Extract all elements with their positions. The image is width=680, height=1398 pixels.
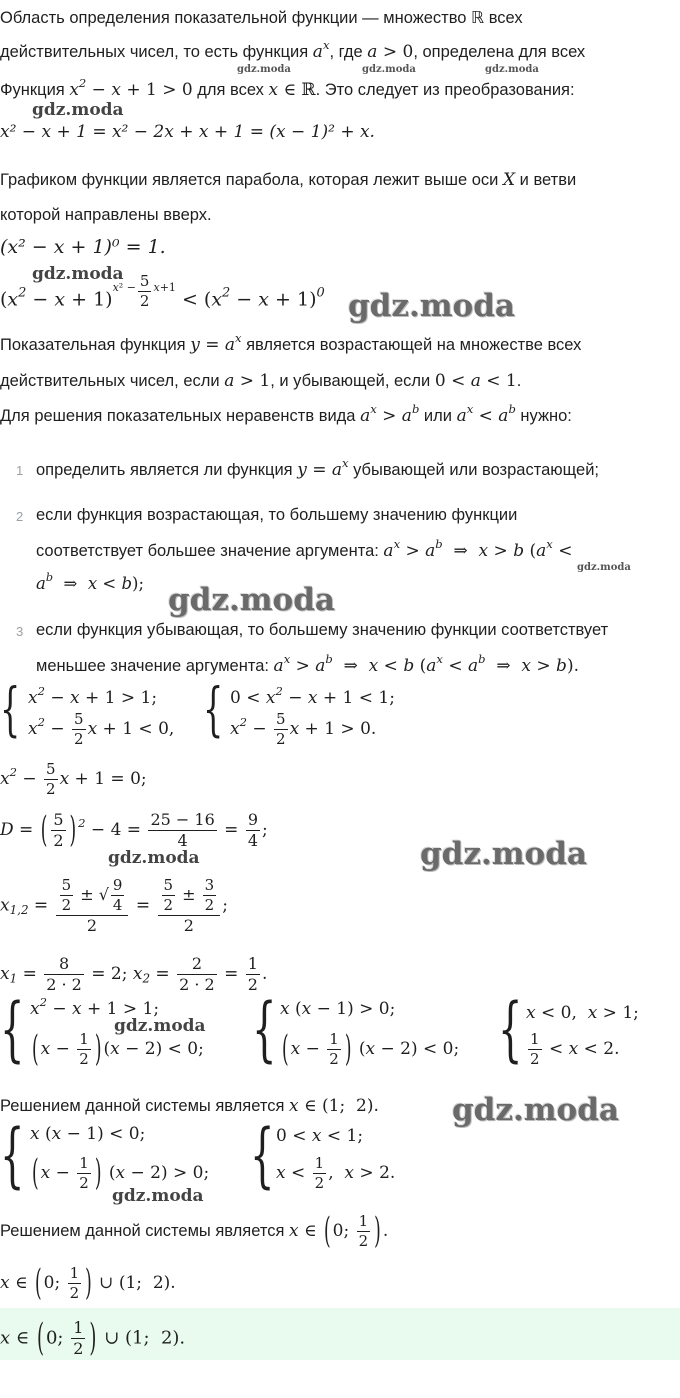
text-span: Показательная функция bbox=[0, 336, 191, 354]
text-span: определить является ли функция bbox=[36, 461, 298, 479]
watermark-big: gdz.moda bbox=[348, 288, 515, 324]
system-line: ( x − $\frac{1}{2}$ ) (x − 2) > 0; bbox=[32, 1152, 210, 1195]
system-line: ( x − $\frac{1}{2}$ ) (x − 2) < 0; bbox=[32, 1028, 204, 1071]
math-quadratic-eq: $x^2$ − $\frac{5}{2}$ x + 1 = 0; bbox=[0, 760, 147, 798]
watermark-mid: gdz.moda bbox=[32, 100, 124, 120]
system-line: $\frac{1}{2}$ < x < 2. bbox=[530, 1030, 620, 1068]
system-line: 0 < x < 1; bbox=[276, 1126, 364, 1146]
watermark-big: gdz.moda bbox=[452, 1092, 619, 1128]
text-span: или bbox=[419, 407, 457, 425]
list-item-3-a: если функция убывающая, то большему значению функции соответствует bbox=[36, 621, 609, 639]
math-a-gt-0: a > 0 bbox=[367, 42, 414, 62]
math-decreasing-rule: $a^x > a^b$ ⇒ x < b ($a^x < a^b$ ⇒ x > b). bbox=[273, 651, 579, 676]
text-span: Решением данной системы является bbox=[0, 1097, 290, 1115]
math-ax: $a^x$ bbox=[312, 37, 330, 62]
text-span: действительных чисел, то есть функция bbox=[0, 43, 313, 61]
axis-x: X bbox=[502, 170, 516, 190]
system-brace: { bbox=[498, 988, 523, 1070]
system-brace: { bbox=[250, 1114, 275, 1196]
text-span: соответствует большее значение аргумента: bbox=[36, 542, 384, 560]
system-brace: { bbox=[203, 675, 224, 743]
text-span: действительных чисел, если bbox=[0, 372, 225, 390]
system-brace: { bbox=[0, 1114, 25, 1196]
text-line-1 bbox=[0, 8, 523, 28]
math-increasing-rule-cont: $a^b$ ⇒ x < b); bbox=[36, 571, 145, 593]
system-line: $0 < x^2 - x + 1 < 1$; bbox=[230, 683, 395, 708]
text-span: Решением данной системы является bbox=[0, 1222, 290, 1240]
math-union: x ∈ ( 0; $\frac{1}{2}$ ) ∪ (1; 2). bbox=[0, 1262, 176, 1305]
math-line-7: (x² − x + 1)⁰ = 1. bbox=[0, 236, 166, 258]
watermark-big: gdz.moda bbox=[420, 836, 587, 872]
system-line: x < 0, x > 1; bbox=[526, 1003, 639, 1023]
watermark-big: gdz.moda bbox=[168, 582, 335, 618]
text-span: Графиком функции является парабола, которая лежит выше оси bbox=[0, 171, 503, 189]
text-solution-1 bbox=[0, 1096, 379, 1116]
text-span: . bbox=[516, 372, 522, 390]
math-discriminant: D = ( $\frac{5}{2}$ ) $^2$ − 4 = $\frac{25 - 16}{4}$ = $\frac{9}{4}$ ; bbox=[0, 809, 268, 852]
text-line-10 bbox=[0, 371, 521, 391]
math-y-ax: $y = a^x$ bbox=[297, 455, 349, 480]
system-line: $x^2 - x + 1 > 1$; bbox=[28, 683, 158, 708]
system-brace: { bbox=[0, 988, 25, 1070]
system-line: ( x − $\frac{1}{2}$ ) (x − 2) < 0; bbox=[282, 1028, 460, 1071]
list-item-2-b bbox=[36, 536, 573, 561]
list-number: 1 bbox=[16, 463, 24, 478]
text-span: . Это следует из преобразования: bbox=[315, 81, 575, 99]
text-span: , определена для всех bbox=[413, 43, 586, 61]
watermark-mid: gdz.moda bbox=[112, 1186, 204, 1206]
text-line-6: которой направлены вверх. bbox=[0, 206, 212, 224]
math-interval: x ∈ (1; 2). bbox=[289, 1096, 379, 1116]
text-line-11 bbox=[0, 401, 572, 426]
list-item-3-b bbox=[36, 651, 579, 676]
system-line: x (x − 1) < 0; bbox=[30, 1124, 146, 1144]
text-span: , где bbox=[329, 43, 368, 61]
watermark-small: gdz.moda bbox=[577, 562, 631, 573]
math-a-gt-1: a > 1 bbox=[224, 371, 271, 391]
text-span: нужно: bbox=[515, 407, 572, 425]
watermark-mid: gdz.moda bbox=[32, 264, 124, 284]
list-item-2-a: если функция возрастающая, то большему значению функции bbox=[36, 506, 518, 524]
answer-label: x ∈ ( 0; $\frac{1}{2}$ ) ∪ (1; 2). bbox=[0, 1316, 186, 1361]
text-span: Для решения показательных неравенств вида bbox=[0, 407, 361, 425]
system-line: x < $\frac{1}{2}$ , x > 2. bbox=[276, 1154, 396, 1192]
watermark-mid: gdz.moda bbox=[108, 848, 200, 868]
text-span: , и убывающей, если bbox=[270, 372, 435, 390]
math-x-in-r: x ∈ ℝ bbox=[268, 80, 316, 100]
watermark-small: gdz.moda bbox=[485, 64, 539, 75]
list-item-1 bbox=[36, 455, 600, 480]
text-span: является возрастающей на множестве всех bbox=[241, 336, 582, 354]
math-roots-values: $x_1$ = $\frac{8}{2 \cdot 2}$ = 2; $x_2$ = $\frac{2}{2 \cdot 2}$ = $\frac{1}{2}$ . bbox=[0, 954, 268, 994]
list-number: 3 bbox=[16, 624, 24, 639]
text-line-5 bbox=[0, 170, 576, 190]
text-line-9 bbox=[0, 330, 582, 355]
system-brace: { bbox=[252, 988, 277, 1070]
math-line-4: x² − x + 1 = x² − 2x + x + 1 = (x − 1)² + x. bbox=[0, 122, 375, 142]
system-line: $x^2 - x + 1 > 1$; bbox=[30, 994, 160, 1019]
system-brace: { bbox=[0, 675, 21, 743]
math-interval: x ∈ ( 0; $\frac{1}{2}$ ) . bbox=[289, 1210, 389, 1253]
math-y-ax: $y = a^x$ bbox=[190, 330, 242, 355]
system-line: $x^2$ − $\frac{5}{2}$ x + 1 < 0, bbox=[28, 710, 175, 748]
watermark-small: gdz.moda bbox=[237, 64, 291, 75]
math-increasing-rule: $a^x > a^b$ ⇒ x > b ($a^x$ < bbox=[383, 536, 573, 561]
math-ineq: $a^x > a^b$ bbox=[360, 401, 420, 426]
list-number: 2 bbox=[16, 509, 24, 524]
math-roots-formula: $x_{1,2}$ = $\frac{5}{2}$ ± √ $\frac{9}{4}$ 2 = $\frac{5}{2}$ ± $\frac{3}{2}$ 2 ; bbox=[0, 876, 228, 935]
math-line-8: $(x^2 - x + 1)^{x^2 -}$ $\frac{5}{2}$ $^{x+1} < (x^2 - x + 1)^0$ bbox=[0, 271, 325, 311]
math-quad: $x^2 - x + 1 > 0$ bbox=[69, 75, 193, 100]
text-solution-2 bbox=[0, 1210, 389, 1253]
math-0-lt-a-lt-1: 0 < a < 1 bbox=[434, 371, 517, 391]
text-line-3 bbox=[0, 75, 575, 100]
watermark-small: gdz.moda bbox=[362, 64, 416, 75]
math-ineq: $a^x < a^b$ bbox=[456, 401, 516, 426]
answer-box bbox=[0, 1308, 680, 1360]
system-line: $x^2$ − $\frac{5}{2}$ x + 1 > 0. bbox=[230, 710, 377, 748]
text-line-2 bbox=[0, 37, 586, 62]
text-span: и ветви bbox=[515, 171, 577, 189]
watermark-mid: gdz.moda bbox=[114, 1016, 206, 1036]
text-span: убывающей или возрастающей; bbox=[348, 461, 600, 479]
text-span: Функция bbox=[0, 81, 70, 99]
text-span: Область определения показательной функции — множество ℝ всех bbox=[0, 9, 523, 27]
system-line: x (x − 1) > 0; bbox=[280, 999, 396, 1019]
text-span: для всех bbox=[192, 81, 269, 99]
text-span: меньшее значение аргумента: bbox=[36, 657, 274, 675]
